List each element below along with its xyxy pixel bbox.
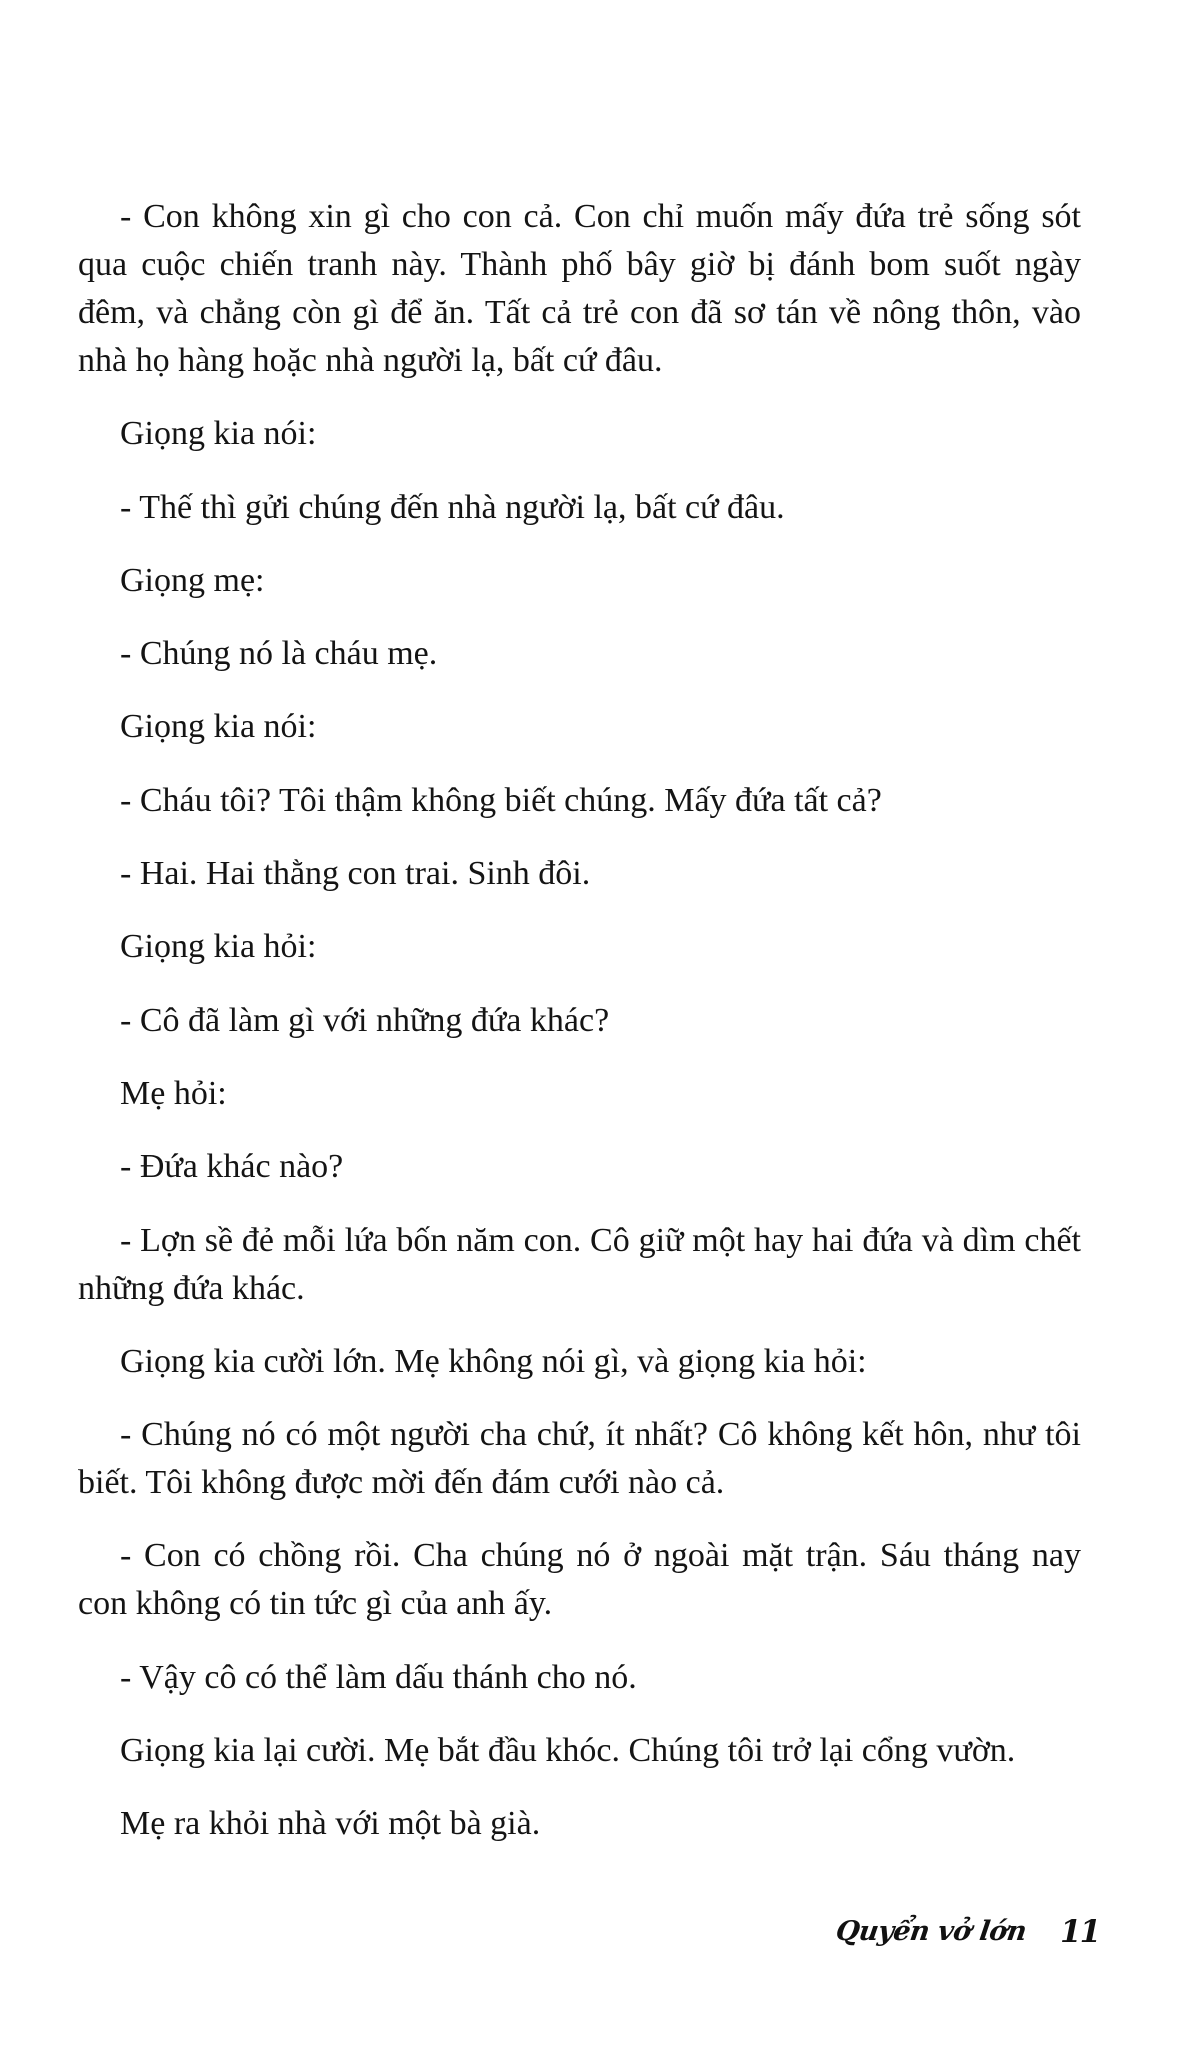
text-line: Mẹ ra khỏi nhà với một bà già. xyxy=(120,1805,541,1843)
text-line: - Chúng nó có một người cha chứ, ít nhất? Cô không kết hôn, như tôi xyxy=(120,1416,1081,1454)
paragraph xyxy=(78,1338,1081,1386)
text-line: - Chúng nó là cháu mẹ. xyxy=(120,635,438,673)
text-line: qua cuộc chiến tranh này. Thành phố bây giờ bị đánh bom suốt ngày xyxy=(78,246,1081,283)
text-line: - Thế thì gửi chúng đến nhà người lạ, bất cứ đâu. xyxy=(120,488,785,526)
text-line: - Con không xin gì cho con cả. Con chỉ muốn mấy đứa trẻ sống sót xyxy=(120,198,1081,235)
text-line: - Cô đã làm gì với những đứa khác? xyxy=(120,1001,610,1039)
paragraph xyxy=(78,1800,1081,1848)
page-footer xyxy=(0,1912,1198,1960)
text-line: Mẹ hỏi: xyxy=(120,1074,227,1112)
paragraph xyxy=(78,1070,1081,1118)
paragraph xyxy=(78,1411,1081,1507)
text-line: - Đứa khác nào? xyxy=(120,1148,344,1186)
paragraph xyxy=(78,1217,1081,1313)
text-line: nhà họ hàng hoặc nhà người lạ, bất cứ đâu. xyxy=(78,342,663,379)
page-number: 11 xyxy=(1060,1914,1100,1950)
text-line: - Cháu tôi? Tôi thậm không biết chúng. Mấy đứa tất cả? xyxy=(120,781,882,819)
text-line: Giọng mẹ: xyxy=(120,561,265,599)
text-line: - Vậy cô có thể làm dấu thánh cho nó. xyxy=(120,1658,637,1696)
page-body xyxy=(78,193,1081,1874)
text-line: đêm, và chẳng còn gì để ăn. Tất cả trẻ con đã sơ tán về nông thôn, vào xyxy=(78,294,1081,331)
paragraph xyxy=(78,1532,1081,1628)
text-line: con không có tin tức gì của anh ấy. xyxy=(78,1585,553,1623)
text-line: Giọng kia cười lớn. Mẹ không nói gì, và giọng kia hỏi: xyxy=(120,1342,867,1380)
paragraph xyxy=(78,850,1081,898)
text-line: biết. Tôi không được mời đến đám cưới nào cả. xyxy=(78,1464,725,1502)
text-line: Giọng kia lại cười. Mẹ bắt đầu khóc. Chúng tôi trở lại cổng vườn. xyxy=(120,1732,1016,1770)
paragraph xyxy=(78,484,1081,532)
paragraph xyxy=(78,777,1081,825)
paragraph xyxy=(78,923,1081,971)
paragraph xyxy=(78,997,1081,1045)
text-line: Giọng kia nói: xyxy=(120,415,317,453)
text-line: - Con có chồng rồi. Cha chúng nó ở ngoài mặt trận. Sáu tháng nay xyxy=(120,1537,1081,1575)
paragraph xyxy=(78,630,1081,678)
paragraph xyxy=(78,1654,1081,1702)
text-line: Giọng kia nói: xyxy=(120,708,317,746)
text-line: - Lợn sề đẻ mỗi lứa bốn năm con. Cô giữ một hay hai đứa và dìm chết xyxy=(120,1221,1081,1259)
text-line: Giọng kia hỏi: xyxy=(120,928,317,966)
text-line: những đứa khác. xyxy=(78,1269,305,1307)
paragraph xyxy=(78,1727,1081,1775)
paragraph xyxy=(78,193,1081,385)
paragraph xyxy=(78,557,1081,605)
running-footer-book-title: Quyển vở lớn xyxy=(833,1916,1029,1947)
paragraph xyxy=(78,410,1081,458)
paragraph xyxy=(78,703,1081,751)
paragraph xyxy=(78,1143,1081,1191)
text-line: - Hai. Hai thằng con trai. Sinh đôi. xyxy=(120,855,591,893)
